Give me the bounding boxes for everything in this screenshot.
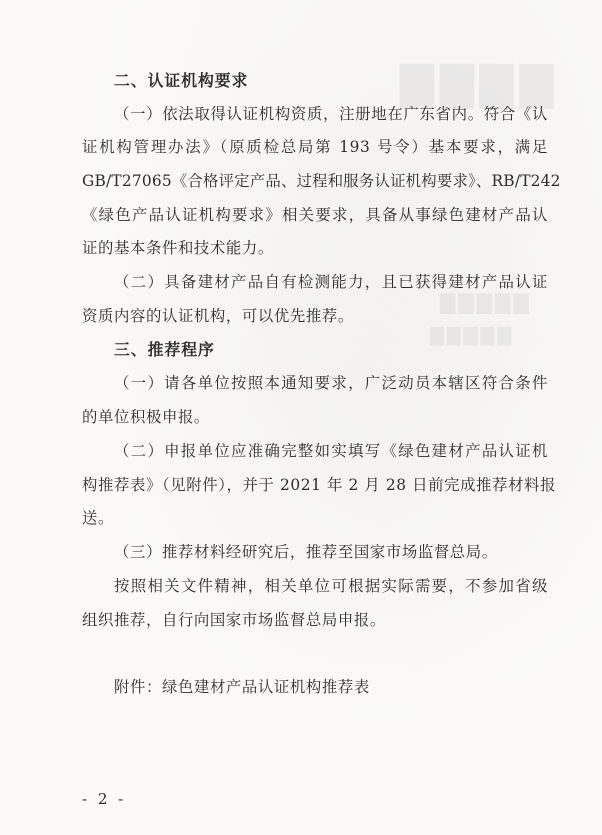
paragraph-line: 《绿色产品认证机构要求》相关要求，具备从事绿色建材产品认 xyxy=(82,206,548,224)
paragraph-line: 送。 xyxy=(82,509,114,527)
section-heading: 三、推荐程序 xyxy=(114,340,215,359)
paragraph-line: 证的基本条件和技术能力。 xyxy=(82,239,274,257)
section-heading: 二、认证机构要求 xyxy=(114,71,249,90)
attachment-line: 附件：绿色建材产品认证机构推荐表 xyxy=(114,678,370,696)
paragraph-line: （一）依法取得认证机构资质，注册地在广东省内。符合《认 xyxy=(114,105,548,123)
paragraph-line: GB/T27065《合格评定产品、过程和服务认证机构要求》、RB/T242 xyxy=(82,172,561,190)
show-through-shadow: ▇▇▇▇▇ xyxy=(440,290,532,314)
paragraph-line: 组织推荐，自行向国家市场监督总局申报。 xyxy=(82,611,386,629)
paragraph-line: （二）具备建材产品自有检测能力，且已获得建材产品认证 xyxy=(114,273,548,291)
paragraph-line: 资质内容的认证机构，可以优先推荐。 xyxy=(82,307,354,325)
paragraph-line: 按照相关文件精神，相关单位可根据实际需要，不参加省级 xyxy=(114,577,548,595)
show-through-shadow: ▇▇▇▇ xyxy=(400,58,560,109)
paragraph-line: （三）推荐材料经研究后，推荐至国家市场监督总局。 xyxy=(114,543,498,561)
paragraph-line: （一）请各单位按照本通知要求，广泛动员本辖区符合条件 xyxy=(114,374,548,392)
paragraph-line: 构推荐表》（见附件），并于 2021 年 2 月 28 日前完成推荐材料报 xyxy=(82,476,557,494)
page-number: - 2 - xyxy=(82,790,127,808)
paragraph-line: （二）申报单位应准确完整如实填写《绿色建材产品认证机 xyxy=(114,442,548,460)
show-through-shadow: ▇▇▇▇▇ xyxy=(430,325,515,346)
paragraph-line: 的单位积极申报。 xyxy=(82,408,210,426)
paragraph-line: 证机构管理办法》（原质检总局第 193 号令）基本要求，满足 xyxy=(82,138,548,156)
